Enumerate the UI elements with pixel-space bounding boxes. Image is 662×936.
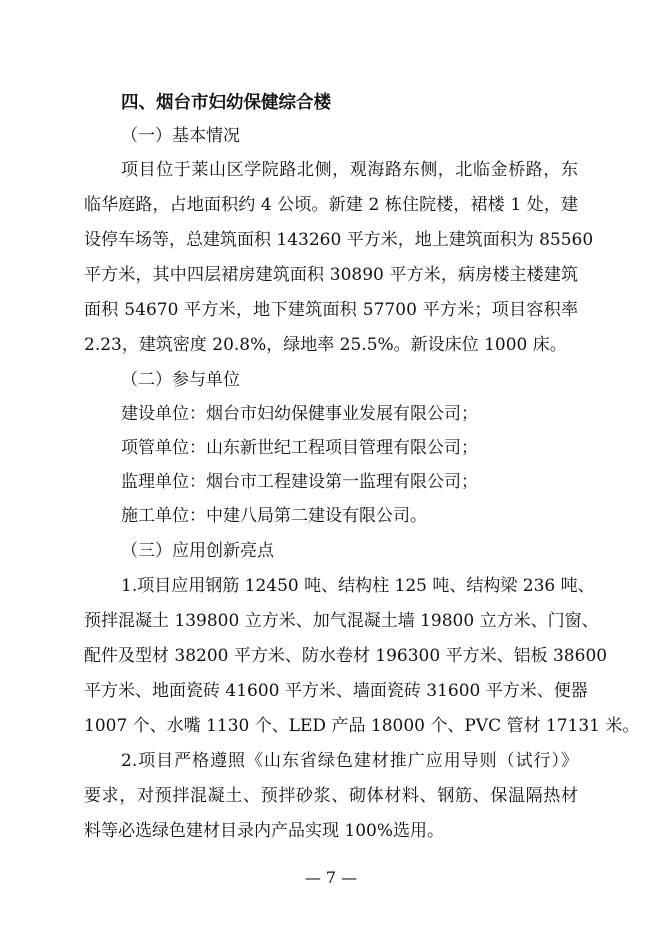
page-number: — 7 — <box>304 868 358 887</box>
unit-supervision: 监理单位：烟台市工程建设第一监理有限公司； <box>121 472 478 492</box>
paragraph-line: 项目位于莱山区学院路北侧，观海路东侧，北临金桥路，东 <box>121 160 578 180</box>
subheading-highlights: （三）应用创新亮点 <box>121 541 274 561</box>
paragraph-line: 面积 54670 平方米，地下建筑面积 57700 平方米；项目容积率 <box>84 300 578 320</box>
subheading-basic-info: （一）基本情况 <box>121 126 240 146</box>
paragraph-line: 平方米，其中四层裙房建筑面积 30890 平方米，病房楼主楼建筑 <box>84 265 578 285</box>
unit-project-management: 项管单位：山东新世纪工程项目管理有限公司； <box>121 438 478 458</box>
paragraph-line: 临华庭路，占地面积约 4 公顷。新建 2 栋住院楼，裙楼 1 处，建 <box>84 195 578 215</box>
unit-construction: 建设单位：烟台市妇幼保健事业发展有限公司； <box>121 404 478 424</box>
paragraph-line: 设停车场等，总建筑面积 143260 平方米，地上建筑面积为 85560 <box>84 230 594 250</box>
subheading-participants: （二）参与单位 <box>121 370 240 390</box>
paragraph-line: 2.项目严格遵照《山东省绿色建材推广应用导则（试行）》 <box>121 751 578 771</box>
paragraph-line: 平方米、地面瓷砖 41600 平方米、墙面瓷砖 31600 平方米、便器 <box>84 681 588 701</box>
paragraph-line: 料等必选绿色建材目录内产品实现 100%选用。 <box>84 821 445 841</box>
paragraph-line: 要求，对预拌混凝土、预拌砂浆、砌体材料、钢筋、保温隔热材 <box>84 786 578 806</box>
paragraph-line: 预拌混凝土 139800 立方米、加气混凝土墙 19800 立方米、门窗、 <box>84 611 599 631</box>
paragraph-line: 1007 个、水嘴 1130 个、LED 产品 18000 个、PVC 管材 17131 米。 <box>84 716 640 736</box>
paragraph-line: 配件及型材 38200 平方米、防水卷材 196300 平方米、铝板 38600 <box>84 646 608 666</box>
section-title: 四、烟台市妇幼保健综合楼 <box>121 93 331 113</box>
paragraph-line: 2.23，建筑密度 20.8%，绿地率 25.5%。新设床位 1000 床。 <box>84 335 567 355</box>
unit-contractor: 施工单位：中建八局第二建设有限公司。 <box>121 506 427 526</box>
paragraph-line: 1.项目应用钢筋 12450 吨、结构柱 125 吨、结构梁 236 吨、 <box>121 576 595 596</box>
